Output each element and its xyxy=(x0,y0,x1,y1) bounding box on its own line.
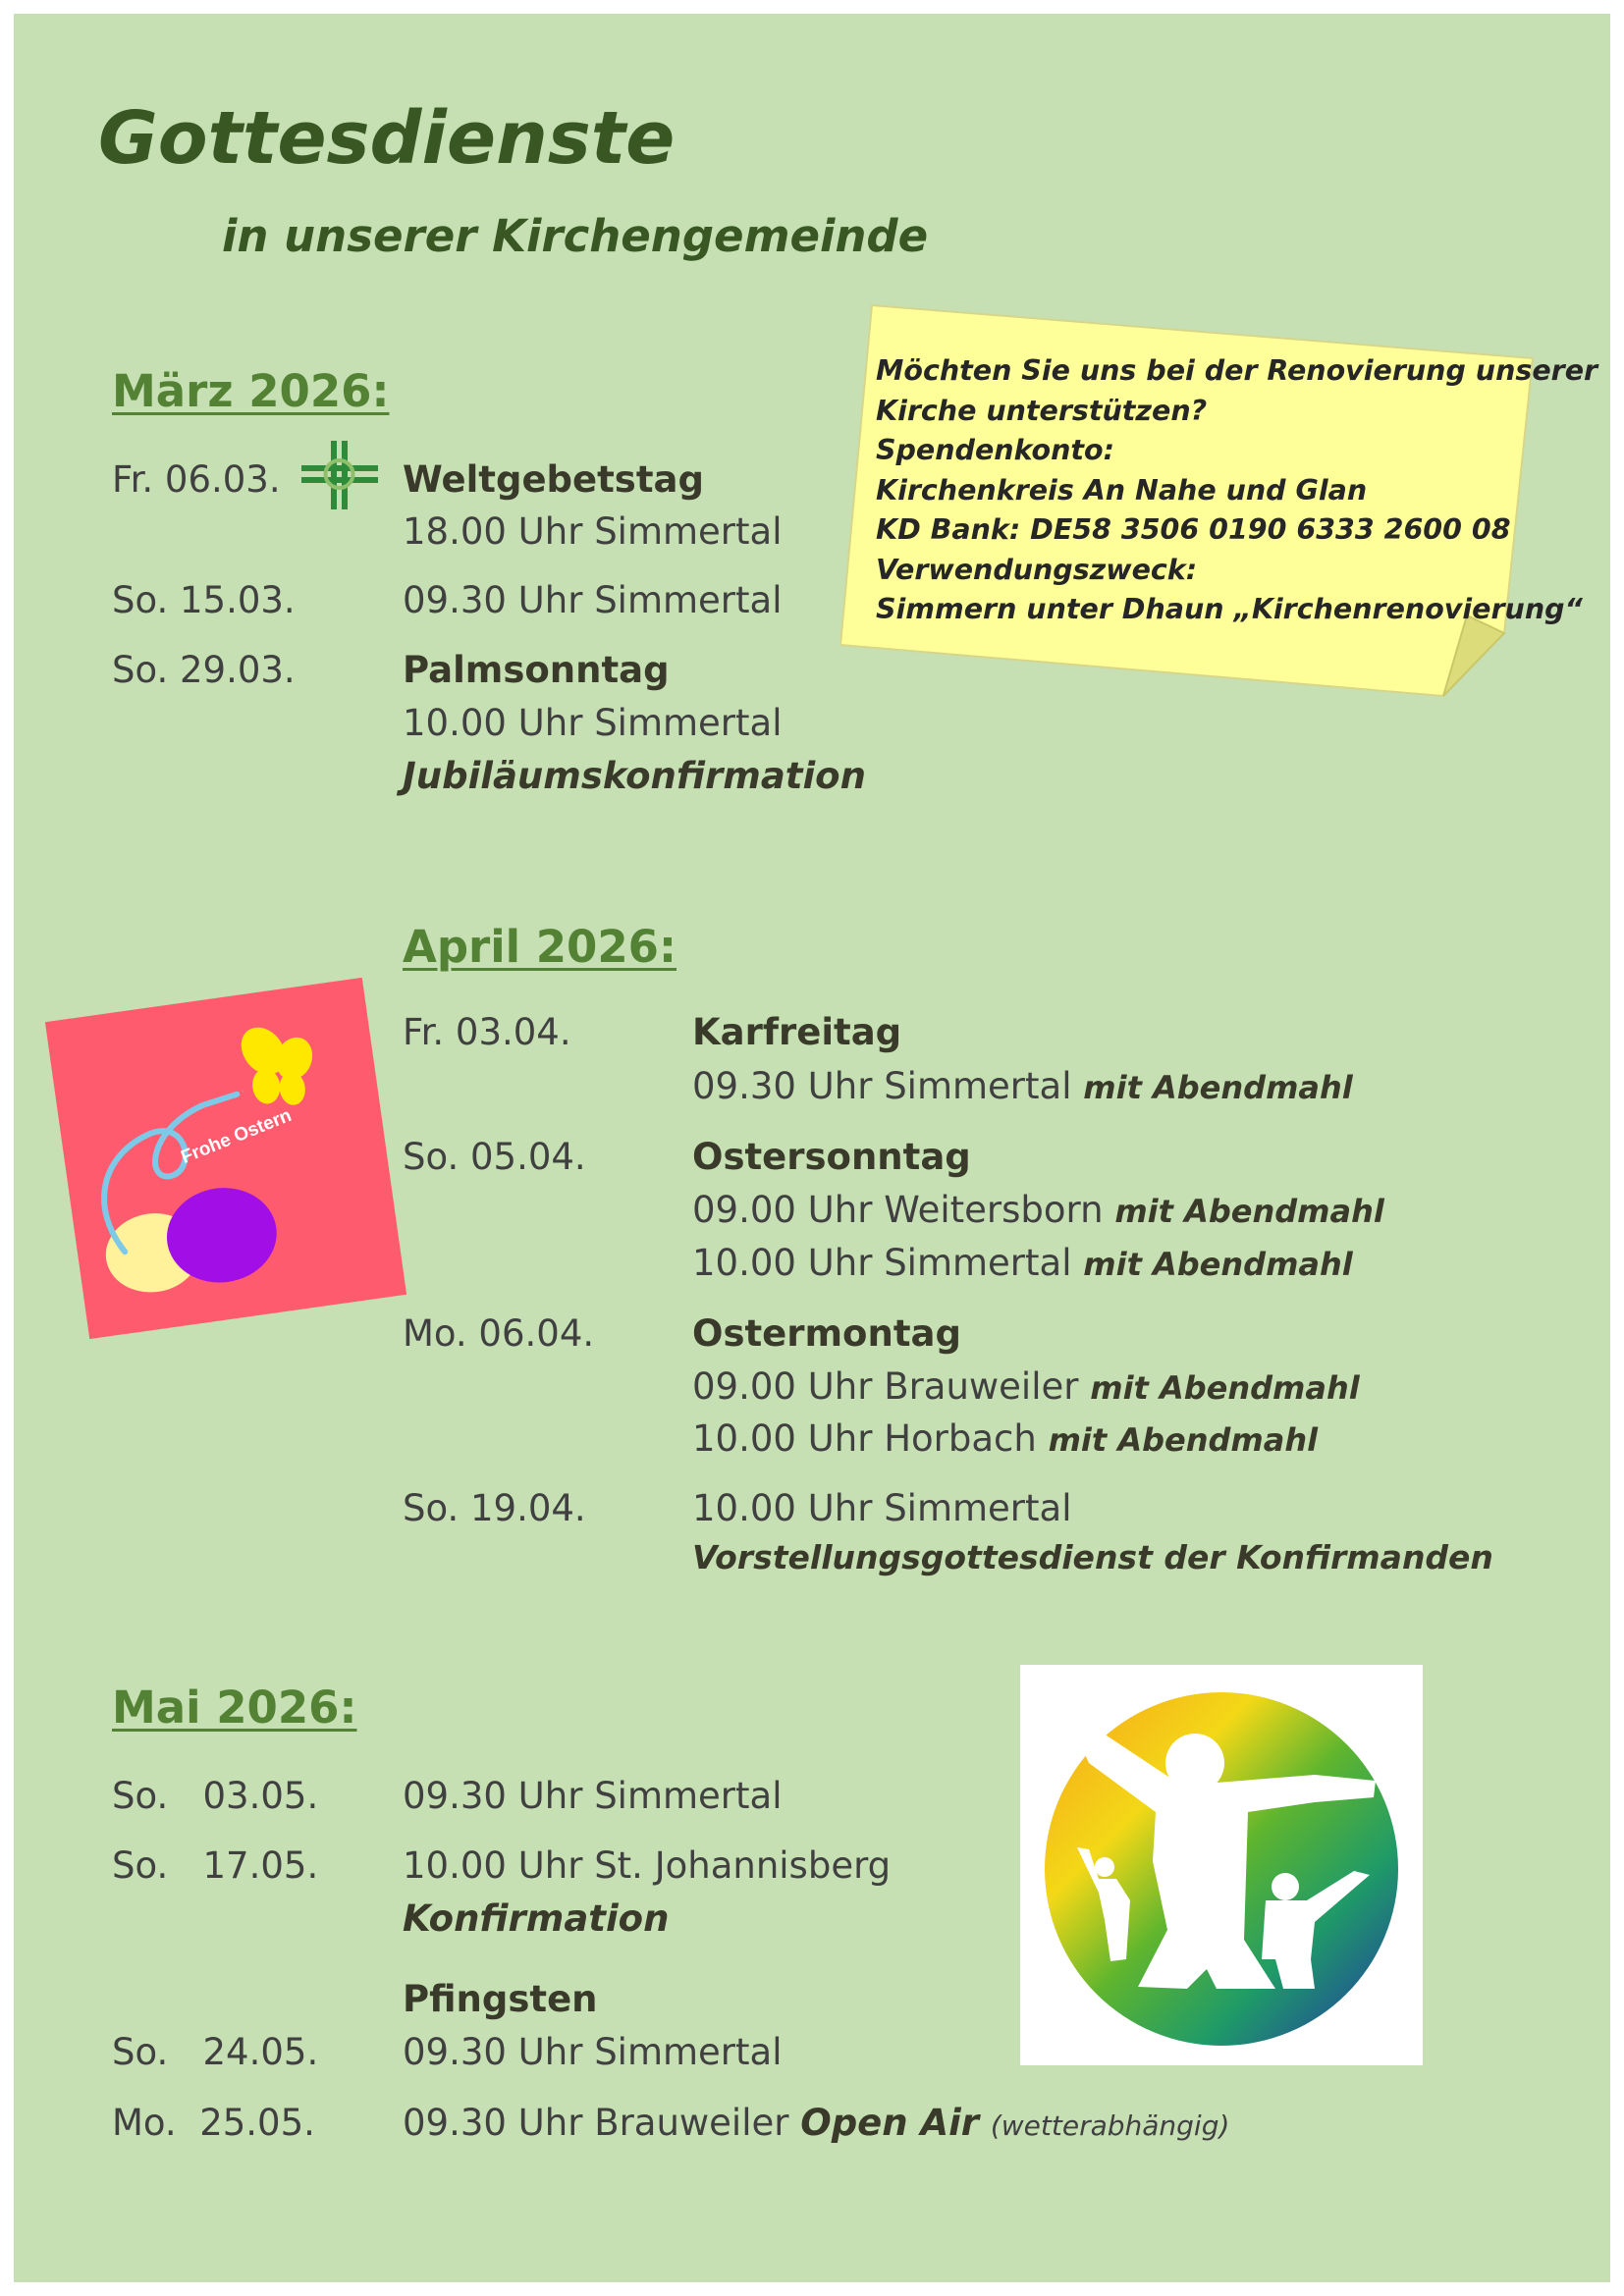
donation-line: Kirche unterstützen? xyxy=(876,394,1208,427)
event-note: Vorstellungsgottesdienst der Konfirmanden xyxy=(692,1538,1493,1576)
event-name: Palmsonntag xyxy=(403,649,670,691)
event-date: So. 24.05. xyxy=(112,2031,319,2073)
event-note: Konfirmation xyxy=(403,1897,670,1940)
event-date: So. 19.04. xyxy=(403,1487,586,1529)
event-name: Pfingsten xyxy=(403,1978,598,2020)
page-title: Gottesdienste xyxy=(98,96,676,181)
event-date: So. 17.05. xyxy=(112,1844,319,1887)
month-heading-may: Mai 2026: xyxy=(112,1682,357,1734)
event-date: Mo. 25.05. xyxy=(112,2102,315,2144)
donation-line: Verwendungszweck: xyxy=(876,553,1198,586)
event-date: Fr. 06.03. xyxy=(112,458,281,501)
event-date: So. 29.03. xyxy=(112,649,296,691)
event-name: Ostermontag xyxy=(692,1312,961,1355)
event-time: 09.30 Uhr Simmertal mit Abendmahl xyxy=(692,1065,1353,1107)
month-heading-march: März 2026: xyxy=(112,365,390,417)
event-time: 10.00 Uhr Simmertal xyxy=(692,1487,1072,1529)
event-time: 09.30 Uhr Simmertal xyxy=(403,579,783,621)
event-time: 09.30 Uhr Simmertal xyxy=(403,2031,783,2073)
donation-line: KD Bank: DE58 3506 0190 6333 2600 08 xyxy=(876,513,1511,546)
event-time: 09.00 Uhr Weitersborn mit Abendmahl xyxy=(692,1189,1384,1231)
weltgebetstag-cross-icon xyxy=(299,439,380,511)
event-date: So. 15.03. xyxy=(112,579,296,621)
page-subtitle: in unserer Kirchengemeinde xyxy=(222,210,929,262)
event-time: 10.00 Uhr St. Johannisberg xyxy=(403,1844,892,1887)
event-time: 18.00 Uhr Simmertal xyxy=(403,510,783,553)
donation-line: Möchten Sie uns bei der Renovierung unserer xyxy=(876,354,1598,387)
confirmation-logo-image xyxy=(1020,1665,1423,2065)
donation-line: Simmern unter Dhaun „Kirchenrenovierung“ xyxy=(876,593,1583,625)
event-time: 10.00 Uhr Horbach mit Abendmahl xyxy=(692,1417,1319,1460)
event-name: Weltgebetstag xyxy=(403,458,704,501)
event-time: 09.30 Uhr Simmertal xyxy=(403,1775,783,1817)
event-name: Karfreitag xyxy=(692,1011,902,1053)
event-time: 09.00 Uhr Brauweiler mit Abendmahl xyxy=(692,1365,1360,1408)
event-time: 09.30 Uhr Brauweiler Open Air (wetterabhängig) xyxy=(403,2102,1230,2144)
easter-card-image xyxy=(44,977,407,1340)
event-date: So. 03.05. xyxy=(112,1775,319,1817)
event-time: 10.00 Uhr Simmertal xyxy=(403,702,783,744)
donation-text xyxy=(876,351,1598,630)
donation-line: Kirchenkreis An Nahe und Glan xyxy=(876,473,1368,507)
month-heading-april: April 2026: xyxy=(403,921,677,973)
event-note: Jubiläumskonfirmation xyxy=(403,755,866,797)
event-name: Ostersonntag xyxy=(692,1136,971,1178)
event-date: Fr. 03.04. xyxy=(403,1011,571,1053)
easter-card-text: Frohe Ostern xyxy=(178,1104,295,1169)
event-date: Mo. 06.04. xyxy=(403,1312,595,1355)
event-time: 10.00 Uhr Simmertal mit Abendmahl xyxy=(692,1242,1353,1284)
event-date: So. 05.04. xyxy=(403,1136,586,1178)
donation-line: Spendenkonto: xyxy=(876,434,1114,466)
